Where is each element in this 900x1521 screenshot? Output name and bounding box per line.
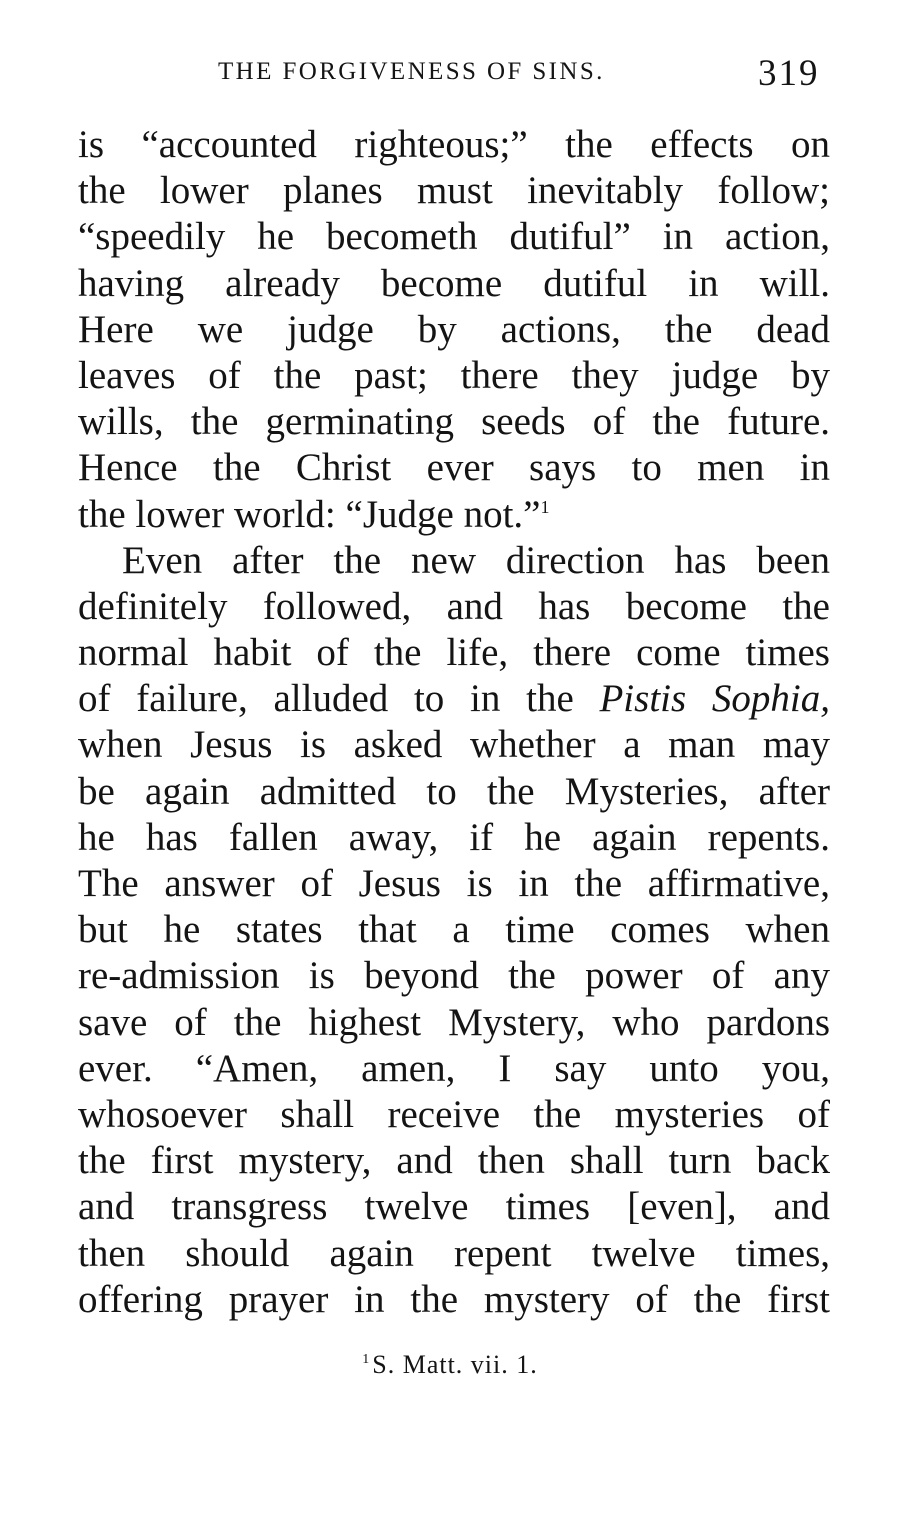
text-line: The answer of Jesus is in the affirmative, (78, 862, 830, 905)
italic-book-title: Pistis Sophia, (599, 677, 830, 721)
text-line: Here we judge by actions, the dead (78, 307, 830, 351)
text-line: the lower planes must inevitably follow; (78, 169, 830, 213)
text-line: definitely followed, and has become the (78, 584, 830, 628)
running-title: THE FORGIVENESS OF SINS. (218, 58, 605, 85)
footnote-marker: 1 (362, 1352, 371, 1367)
body-text (78, 122, 830, 1323)
text-line-indented: Even after the new direction has been (122, 538, 830, 582)
text-line: “speedily he becometh dutiful” in action, (78, 215, 830, 259)
line-prefix: of failure, alluded to in the (78, 677, 600, 721)
text-line: wills, the germinating seeds of the future. (78, 400, 830, 444)
text-line-final (78, 492, 830, 538)
text-line: save of the highest Mystery, who pardons (78, 1000, 830, 1044)
text-line: offering prayer in the mystery of the first (78, 1277, 830, 1321)
text-line: be again admitted to the Mysteries, after (78, 769, 830, 813)
text-line: ever. “Amen, amen, I say unto you, (78, 1046, 830, 1090)
footnote-reference[interactable]: 1 (540, 496, 550, 517)
footnote (0, 1350, 900, 1380)
text-line: but he states that a time comes when (78, 908, 830, 952)
text-line: and transgress twelve times [even], and (78, 1185, 830, 1229)
text-line: normal habit of the life, there come times (78, 631, 830, 675)
text-line: he has fallen away, if he again repents. (78, 815, 830, 859)
text-line: re-admission is beyond the power of any (78, 954, 830, 998)
footnote-text: S. Matt. vii. 1. (372, 1350, 538, 1379)
text-line: leaves of the past; there they judge by (78, 353, 830, 397)
text-line: then should again repent twelve times, (78, 1231, 830, 1275)
running-head (0, 53, 900, 96)
text-line: is “accounted righteous;” the effects on (78, 123, 830, 166)
final-line-text: the lower world: “Judge not.” (78, 492, 541, 536)
text-line: the first mystery, and then shall turn back (78, 1139, 830, 1183)
text-line: whosoever shall receive the mysteries of (78, 1092, 830, 1136)
text-line: when Jesus is asked whether a man may (78, 723, 830, 767)
text-line: having already become dutiful in will. (78, 261, 830, 305)
text-line-with-title (78, 676, 830, 722)
text-line: Hence the Christ ever says to men in (78, 446, 830, 490)
page-number: 319 (758, 53, 820, 94)
